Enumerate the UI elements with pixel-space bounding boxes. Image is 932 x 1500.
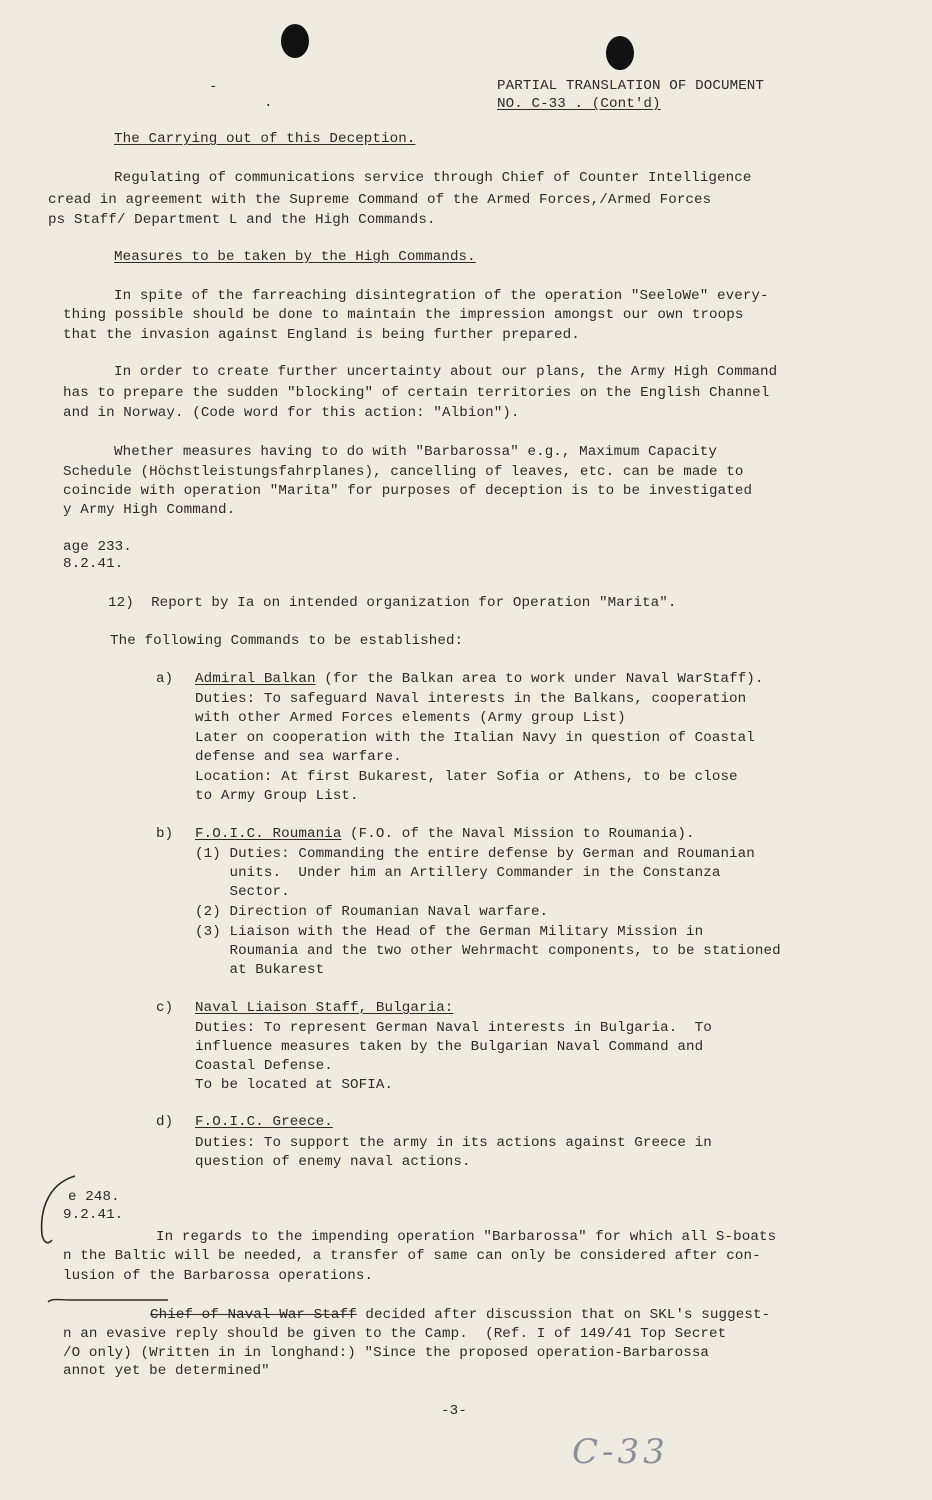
text-line: Sector. xyxy=(195,884,290,900)
text-line: Duties: To support the army in its actions against Greece in xyxy=(195,1135,712,1151)
handwritten-doc-number: C-33 xyxy=(572,1432,669,1472)
text-line: Location: At first Bukarest, later Sofia or Athens, to be close xyxy=(195,769,738,785)
text-line: thing possible should be done to maintain the impression amongst our own troops xyxy=(63,307,744,323)
text-line: Duties: To represent German Naval interests in Bulgaria. To xyxy=(195,1020,712,1036)
text-line: cread in agreement with the Supreme Command of the Armed Forces,/Armed Forces xyxy=(48,192,712,208)
text-line: units. Under him an Artillery Commander in the Constanza xyxy=(195,865,721,881)
top-dash: - xyxy=(209,79,218,95)
page-reference: age 233. xyxy=(63,539,132,555)
item-12-title: 12) Report by Ia on intended organization for Operation "Marita". xyxy=(108,595,677,611)
text-line: annot yet be determined" xyxy=(63,1363,270,1379)
item-12-intro: The following Commands to be established: xyxy=(110,633,464,649)
text-line: defense and sea warfare. xyxy=(195,749,402,765)
text-line: n the Baltic will be needed, a transfer of same can only be considered after con- xyxy=(63,1248,761,1264)
date-reference: 8.2.41. xyxy=(63,556,124,572)
text-line: To be located at SOFIA. xyxy=(195,1077,394,1093)
text-line: to Army Group List. xyxy=(195,788,359,804)
final-line-1-rest: decided after discussion that on SKL's suggest- xyxy=(356,1307,771,1323)
text-line: n an evasive reply should be given to the Camp. (Ref. I of 149/41 Top Secret xyxy=(63,1326,727,1342)
text-line: Coastal Defense. xyxy=(195,1058,333,1074)
text-line: (2) Direction of Roumanian Naval warfare. xyxy=(195,904,549,920)
sub-b-rest: (F.O. of the Naval Mission to Roumania). xyxy=(341,826,695,842)
header-line-1: PARTIAL TRANSLATION OF DOCUMENT xyxy=(497,78,765,94)
text-line: with other Armed Forces elements (Army group List) xyxy=(195,710,626,726)
sub-c-label: c) xyxy=(156,1000,174,1016)
text-line: Schedule (Höchstleistungsfahrplanes), cancelling of leaves, etc. can be made to xyxy=(63,464,744,480)
text-line: y Army High Command. xyxy=(63,502,236,518)
struck-text: Chief of Naval War Staff xyxy=(150,1307,357,1323)
sub-d-label: d) xyxy=(156,1114,174,1130)
sub-b-heading xyxy=(195,825,695,844)
header-line-2: NO. C-33 . (Cont'd) xyxy=(497,96,661,112)
sub-a-rest: (for the Balkan area to work under Naval WarStaff). xyxy=(315,671,764,687)
sub-c-name: Naval Liaison Staff, Bulgaria: xyxy=(195,1000,454,1016)
margin-arrow-line xyxy=(48,1300,168,1303)
text-line: Roumania and the two other Wehrmacht components, to be stationed xyxy=(195,943,781,959)
text-line: question of enemy naval actions. xyxy=(195,1154,471,1170)
text-line: (3) Liaison with the Head of the German Military Mission in xyxy=(195,924,704,940)
page-number: -3- xyxy=(441,1403,467,1419)
text-line: In spite of the farreaching disintegration of the operation "SeeloWe" every- xyxy=(114,288,769,304)
sub-b-name: F.O.I.C. Roumania xyxy=(195,826,342,842)
text-line: In regards to the impending operation "Barbarossa" for which all S-boats xyxy=(156,1229,777,1245)
page-reference-2: e 248. xyxy=(68,1189,120,1205)
text-line: (1) Duties: Commanding the entire defense by German and Roumanian xyxy=(195,846,755,862)
text-line: Whether measures having to do with "Barbarossa" e.g., Maximum Capacity xyxy=(114,444,717,460)
text-line: that the invasion against England is being further prepared. xyxy=(63,327,580,343)
text-line: at Bukarest xyxy=(195,962,325,978)
text-line: Duties: To safeguard Naval interests in the Balkans, cooperation xyxy=(195,691,747,707)
sub-a-heading xyxy=(195,670,764,689)
text-line: Later on cooperation with the Italian Navy in question of Coastal xyxy=(195,730,755,746)
sub-b-label: b) xyxy=(156,826,174,842)
sub-a-label: a) xyxy=(156,671,174,687)
section-heading-measures: Measures to be taken by the High Commands. xyxy=(114,249,476,265)
text-line: ps Staff/ Department L and the High Commands. xyxy=(48,212,436,228)
sub-a-name: Admiral Balkan xyxy=(195,671,316,687)
text-line: /O only) (Written in in longhand:) "Since the proposed operation-Barbarossa xyxy=(63,1345,710,1361)
text-line: In order to create further uncertainty about our plans, the Army High Command xyxy=(114,364,778,380)
sub-d-name: F.O.I.C. Greece. xyxy=(195,1114,333,1130)
top-dot: . xyxy=(264,95,273,111)
text-line: lusion of the Barbarossa operations. xyxy=(63,1268,374,1284)
text-line: and in Norway. (Code word for this action: "Albion"). xyxy=(63,405,520,421)
final-line-1 xyxy=(150,1306,770,1325)
text-line: has to prepare the sudden "blocking" of certain territories on the English Channel xyxy=(63,385,770,401)
text-line: influence measures taken by the Bulgarian Naval Command and xyxy=(195,1039,704,1055)
text-line: Regulating of communications service through Chief of Counter Intelligence xyxy=(114,170,752,186)
section-heading-deception: The Carrying out of this Deception. xyxy=(114,131,416,147)
text-line: coincide with operation "Marita" for purposes of deception is to be investigated xyxy=(63,483,753,499)
date-reference-2: 9.2.41. xyxy=(63,1207,124,1223)
